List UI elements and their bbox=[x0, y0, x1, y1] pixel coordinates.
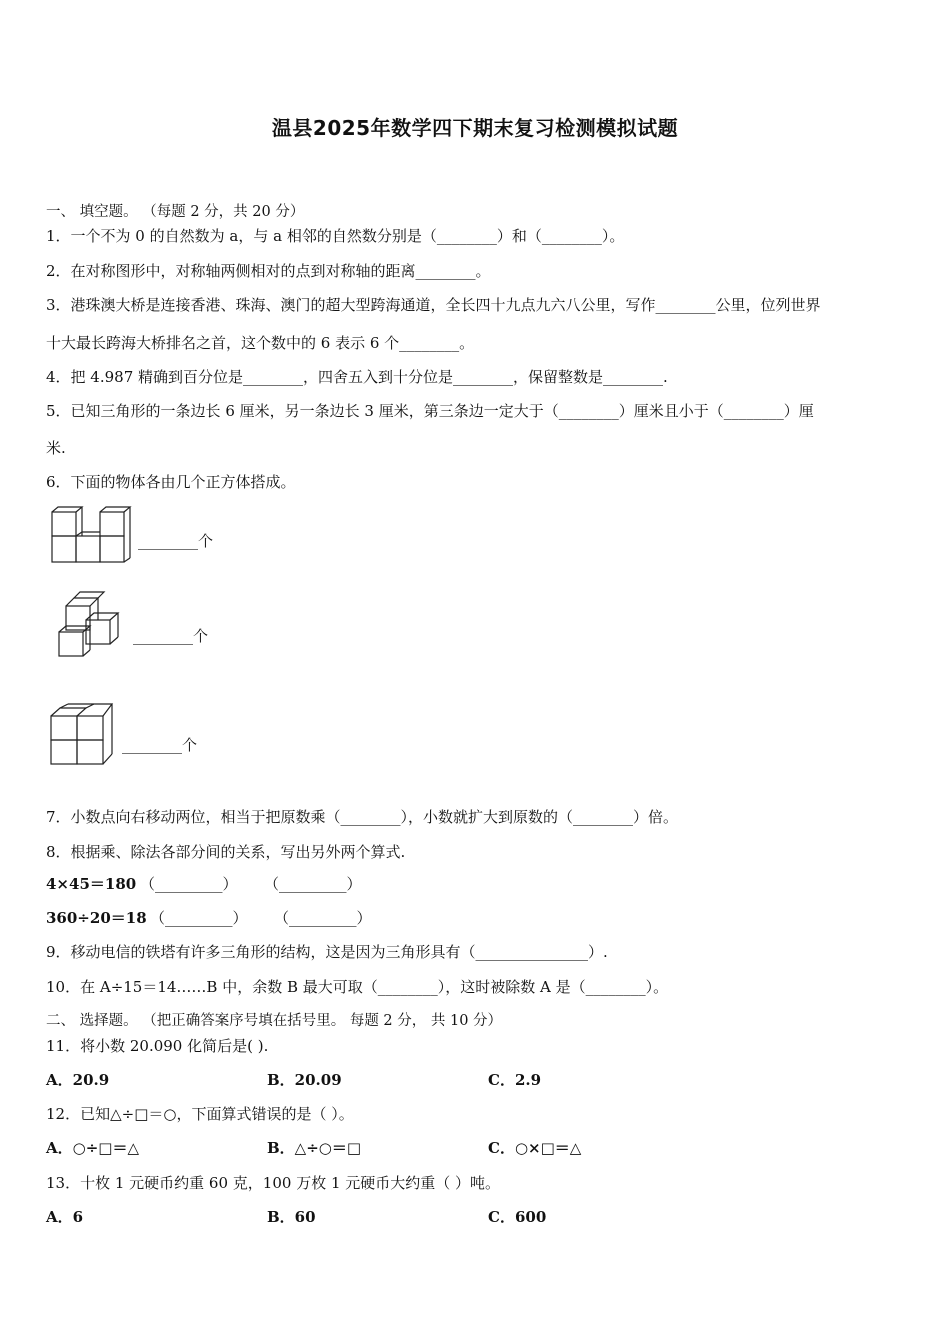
question-11: 11．将小数 20.090 化简后是( ). bbox=[46, 1037, 269, 1055]
question-6-blank-3: ________个 bbox=[122, 736, 198, 754]
question-3-line-2: 十大最长跨海大桥排名之首，这个数中的 6 表示 6 个________。 bbox=[46, 334, 475, 352]
question-12-option-b: B．△÷○＝□ bbox=[267, 1139, 362, 1157]
page-title: 温县2025年数学四下期末复习检测模拟试题 bbox=[271, 116, 679, 140]
question-8: 8．根据乘、除法各部分间的关系，写出另外两个算式. bbox=[46, 843, 406, 861]
question-13-option-a: A．6 bbox=[46, 1208, 84, 1226]
question-6-blank-1: ________个 bbox=[138, 532, 214, 550]
question-12-option-a: A．○÷□＝△ bbox=[46, 1139, 140, 1157]
question-2: 2．在对称图形中，对称轴两侧相对的点到对称轴的距离________。 bbox=[46, 262, 491, 280]
question-8-equation-1: 4×45＝180 bbox=[46, 875, 137, 893]
question-5-line-1: 5．已知三角形的一条边长 6 厘米，另一条边长 3 厘米，第三条边一定大于（________）厘米且小于（________）厘 bbox=[46, 402, 814, 420]
question-10: 10．在 A÷15＝14……B 中，余数 B 最大可取（________），这时被除数 A 是（________）。 bbox=[46, 978, 669, 996]
question-8-equation-2: 360÷20＝18 bbox=[46, 909, 147, 927]
question-8-blank-1b: （_________） bbox=[264, 875, 362, 893]
question-13: 13．十枚 1 元硬币约重 60 克，100 万枚 1 元硬币大约重（ ）吨。 bbox=[46, 1174, 501, 1192]
cube-figure-3 bbox=[48, 702, 118, 768]
cube-figure-2 bbox=[56, 590, 130, 660]
question-6-blank-2: ________个 bbox=[133, 627, 209, 645]
question-4: 4．把 4.987 精确到百分位是________，四舍五入到十分位是________，保留整数是________. bbox=[46, 368, 668, 386]
question-8-blank-2a: （_________） bbox=[150, 909, 248, 927]
question-9: 9．移动电信的铁塔有许多三角形的结构，这是因为三角形具有（_______________）. bbox=[46, 943, 608, 961]
question-3-line-1: 3．港珠澳大桥是连接香港、珠海、澳门的超大型跨海通道，全长四十九点九六八公里，写作________公里，位列世界 bbox=[46, 296, 821, 314]
question-11-option-a: A．20.9 bbox=[46, 1071, 110, 1089]
cube-figure-1 bbox=[50, 506, 134, 566]
question-5-line-2: 米. bbox=[46, 439, 66, 457]
section-2-header: 二、 选择题。 （把正确答案序号填在括号里。 每题 2 分， 共 10 分） bbox=[46, 1013, 503, 1029]
question-11-option-b: B．20.09 bbox=[267, 1071, 342, 1089]
question-6: 6．下面的物体各由几个正方体搭成。 bbox=[46, 473, 296, 491]
question-13-option-c: C．600 bbox=[488, 1208, 547, 1226]
question-1: 1．一个不为 0 的自然数为 a，与 a 相邻的自然数分别是（________）和（________）。 bbox=[46, 227, 625, 245]
question-8-blank-1a: （_________） bbox=[140, 875, 238, 893]
question-11-option-c: C．2.9 bbox=[488, 1071, 542, 1089]
section-1-header: 一、 填空题。 （每题 2 分，共 20 分） bbox=[46, 204, 305, 220]
question-12-option-c: C．○×□＝△ bbox=[488, 1139, 582, 1157]
question-13-option-b: B．60 bbox=[267, 1208, 316, 1226]
question-8-blank-2b: （_________） bbox=[274, 909, 372, 927]
question-12: 12．已知△÷□＝○，下面算式错误的是（ ）。 bbox=[46, 1105, 354, 1123]
question-7: 7．小数点向右移动两位，相当于把原数乘（________），小数就扩大到原数的（________）倍。 bbox=[46, 808, 679, 826]
